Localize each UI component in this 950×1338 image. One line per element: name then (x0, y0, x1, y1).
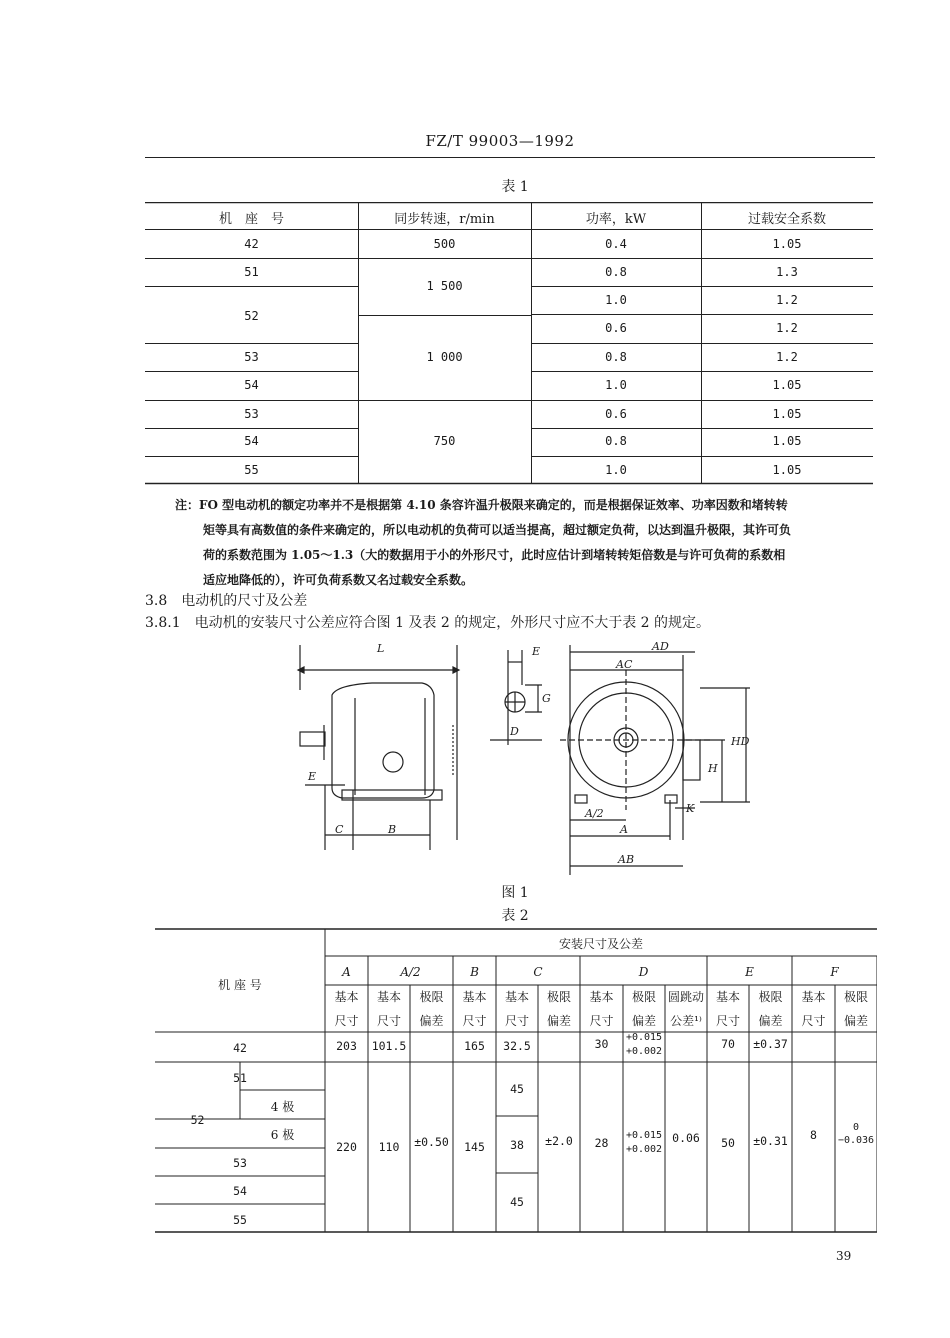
t2-sub: 公差¹⁾ (670, 1014, 702, 1028)
t2-frame: 42 (233, 1041, 247, 1055)
table1-caption: 表 1 (501, 179, 529, 195)
t1-speed: 750 (433, 434, 456, 448)
t2-sub: 尺寸 (715, 1014, 740, 1028)
t1-header-frame: 机 座 号 (218, 212, 284, 227)
t2-sub: 基本 (589, 990, 614, 1004)
dim-label-G: G (542, 692, 551, 705)
t1-frame: 42 (244, 237, 259, 251)
t2-pole: 4 极 (270, 1100, 295, 1114)
dim-label-AD: AD (652, 640, 669, 653)
dim-label-K: K (686, 802, 695, 815)
t2-sub: 偏差 (546, 1014, 571, 1028)
t2-cell: −0.036 (837, 1135, 875, 1146)
t2-cell: 38 (510, 1138, 524, 1152)
t1-power: 1.0 (605, 293, 627, 307)
t2-frame: 55 (233, 1213, 247, 1227)
t1-power: 0.6 (605, 321, 627, 335)
t2-sub: 基本 (504, 990, 529, 1004)
t2-sub: 偏差 (758, 1014, 783, 1028)
t1-header-power: 功率，kW (585, 212, 647, 227)
t1-frame: 55 (244, 463, 259, 477)
t2-frame: 52 (190, 1113, 205, 1127)
dim-label-AB: AB (618, 853, 635, 866)
t2-cell: 110 (378, 1140, 400, 1154)
t1-overload: 1.2 (776, 293, 798, 307)
t2-cell: 50 (721, 1136, 735, 1150)
t2-frame: 54 (233, 1184, 247, 1198)
t2-sub: 尺寸 (462, 1014, 487, 1028)
t2-sub: 尺寸 (376, 1014, 401, 1028)
t2-sub: 偏差 (631, 1014, 656, 1028)
t1-power: 1.0 (605, 378, 627, 392)
t2-frame: 51 (233, 1071, 247, 1085)
dim-label-C: C (335, 823, 344, 836)
t2-cell: 70 (721, 1037, 735, 1051)
t2-cell: 220 (336, 1140, 357, 1154)
t1-overload: 1.2 (776, 321, 798, 335)
t1-power: 0.8 (605, 265, 627, 279)
t2-group-header: 安装尺寸及公差 (558, 937, 643, 951)
dim-label-L: L (377, 642, 385, 655)
dim-label-A: A (620, 823, 628, 836)
t2-cell: 101.5 (371, 1039, 407, 1053)
t2-sub: 基本 (376, 990, 401, 1004)
t2-cell: 8 (810, 1128, 817, 1142)
t2-col-D: D (638, 965, 649, 979)
t2-sub: 极限 (546, 990, 571, 1004)
t1-overload: 1.05 (772, 463, 802, 477)
t2-sub: 尺寸 (589, 1014, 614, 1028)
t1-frame: 51 (244, 265, 259, 279)
t1-overload: 1.05 (772, 237, 802, 251)
t2-cell: 165 (464, 1039, 485, 1053)
note-line: 注：FO 型电动机的额定功率并不是根据第 4.10 条容许温升极限来确定的，而是根据保证效率、功率因数和堵转转 (175, 498, 788, 512)
t2-cell: ±0.50 (414, 1135, 449, 1149)
dim-label-H: H (708, 762, 718, 775)
dim-label-shaft-E: E (532, 645, 541, 658)
t1-power: 0.6 (605, 407, 627, 421)
t2-col-B: B (470, 965, 479, 979)
t1-power: 0.4 (605, 237, 627, 251)
t2-sub: 基本 (334, 990, 359, 1004)
dim-label-B: B (388, 823, 397, 836)
motor-dimension-drawing (280, 640, 760, 880)
t2-cell: 45 (510, 1195, 524, 1209)
t2-cell: 30 (594, 1037, 609, 1051)
t2-sub: 尺寸 (801, 1014, 826, 1028)
t2-cell: 145 (464, 1140, 485, 1154)
t2-sub: 尺寸 (504, 1014, 529, 1028)
dim-label-AC: AC (616, 658, 633, 671)
t2-frame-header: 机 座 号 (218, 978, 262, 992)
t2-sub: 偏差 (419, 1014, 444, 1028)
t1-power: 0.8 (605, 350, 627, 364)
t2-pole: 6 极 (270, 1128, 295, 1142)
t1-overload: 1.2 (776, 350, 798, 364)
t2-sub: 极限 (843, 990, 868, 1004)
t1-speed: 500 (433, 237, 456, 251)
t2-cell: +0.015 (625, 1032, 663, 1043)
t2-cell: 45 (510, 1082, 524, 1096)
t2-frame: 53 (233, 1156, 247, 1170)
t1-overload: 1.05 (772, 378, 802, 392)
header-rule (145, 157, 875, 158)
t2-sub: 极限 (631, 990, 656, 1004)
dim-label-A2: A/2 (585, 807, 604, 820)
t2-sub: 极限 (419, 990, 444, 1004)
dim-label-D: D (510, 725, 519, 738)
t2-sub: 圆跳动 (667, 990, 704, 1004)
t2-col-A: A (342, 965, 351, 979)
figure1-motor-drawing (280, 640, 760, 884)
t1-power: 0.8 (605, 434, 627, 448)
t2-cell: +0.002 (625, 1046, 663, 1057)
t1-frame: 53 (244, 407, 259, 421)
note-line: 矩等具有高数值的条件来确定的，所以电动机的负荷可以适当提高，超过额定负荷，以达到温升极限，其许可负 (203, 523, 792, 537)
t2-cell: +0.015 (625, 1130, 663, 1141)
t1-overload: 1.05 (772, 407, 802, 421)
t2-cell: 32.5 (503, 1039, 531, 1053)
t2-col-C: C (533, 965, 543, 979)
t1-frame: 54 (244, 378, 259, 392)
t2-cell: +0.002 (625, 1144, 663, 1155)
t2-sub: 基本 (801, 990, 826, 1004)
t2-cell: 0.06 (672, 1131, 700, 1145)
t2-sub: 尺寸 (334, 1014, 359, 1028)
t2-sub: 偏差 (843, 1014, 868, 1028)
t2-cell: ±0.37 (753, 1037, 788, 1051)
figure1-caption: 图 1 (501, 885, 529, 901)
t2-sub: 基本 (462, 990, 487, 1004)
t2-cell: ±0.31 (753, 1134, 788, 1148)
t1-frame: 53 (244, 350, 259, 364)
t1-frame: 54 (244, 434, 259, 448)
t2-cell: 203 (336, 1039, 357, 1053)
t2-cell: 28 (594, 1136, 609, 1150)
table1-note (175, 493, 885, 593)
dim-label-E: E (308, 770, 317, 783)
page-number: 39 (836, 1249, 852, 1263)
t1-overload: 1.3 (776, 265, 798, 279)
t1-header-overload: 过载安全系数 (747, 212, 826, 227)
t2-cell: ±2.0 (545, 1134, 573, 1148)
t2-sub: 极限 (758, 990, 783, 1004)
table2 (155, 928, 877, 1234)
dim-label-HD: HD (731, 735, 750, 748)
t1-power: 1.0 (605, 463, 627, 477)
t1-overload: 1.05 (772, 434, 802, 448)
t1-frame: 52 (244, 309, 259, 323)
standard-number: FZ/T 99003—1992 (425, 132, 575, 150)
t2-cell: 0 (852, 1122, 860, 1133)
table2-caption: 表 2 (501, 908, 529, 924)
section-3-8-1-text: 3.8.1 电动机的安装尺寸公差应符合图 1 及表 2 的规定，外形尺寸应不大于表 2 的规定。 (145, 615, 711, 631)
t2-col-E: E (745, 965, 754, 979)
t2-col-F: F (830, 965, 839, 979)
t2-sub: 基本 (715, 990, 740, 1004)
t1-speed: 1 000 (426, 350, 463, 364)
note-line: 适应地降低的），许可负荷系数又名过载安全系数。 (203, 573, 474, 587)
t1-header-speed: 同步转速，r/min (394, 212, 495, 227)
t2-col-A2: A/2 (400, 965, 421, 979)
note-line: 荷的系数范围为 1.05～1.3（大的数据用于小的外形尺寸，此时应估计到堵转转矩倍数是与许可负荷的系数相 (203, 548, 786, 562)
section-3-8-heading: 3.8 电动机的尺寸及公差 (145, 593, 308, 609)
t1-speed: 1 500 (426, 279, 463, 293)
